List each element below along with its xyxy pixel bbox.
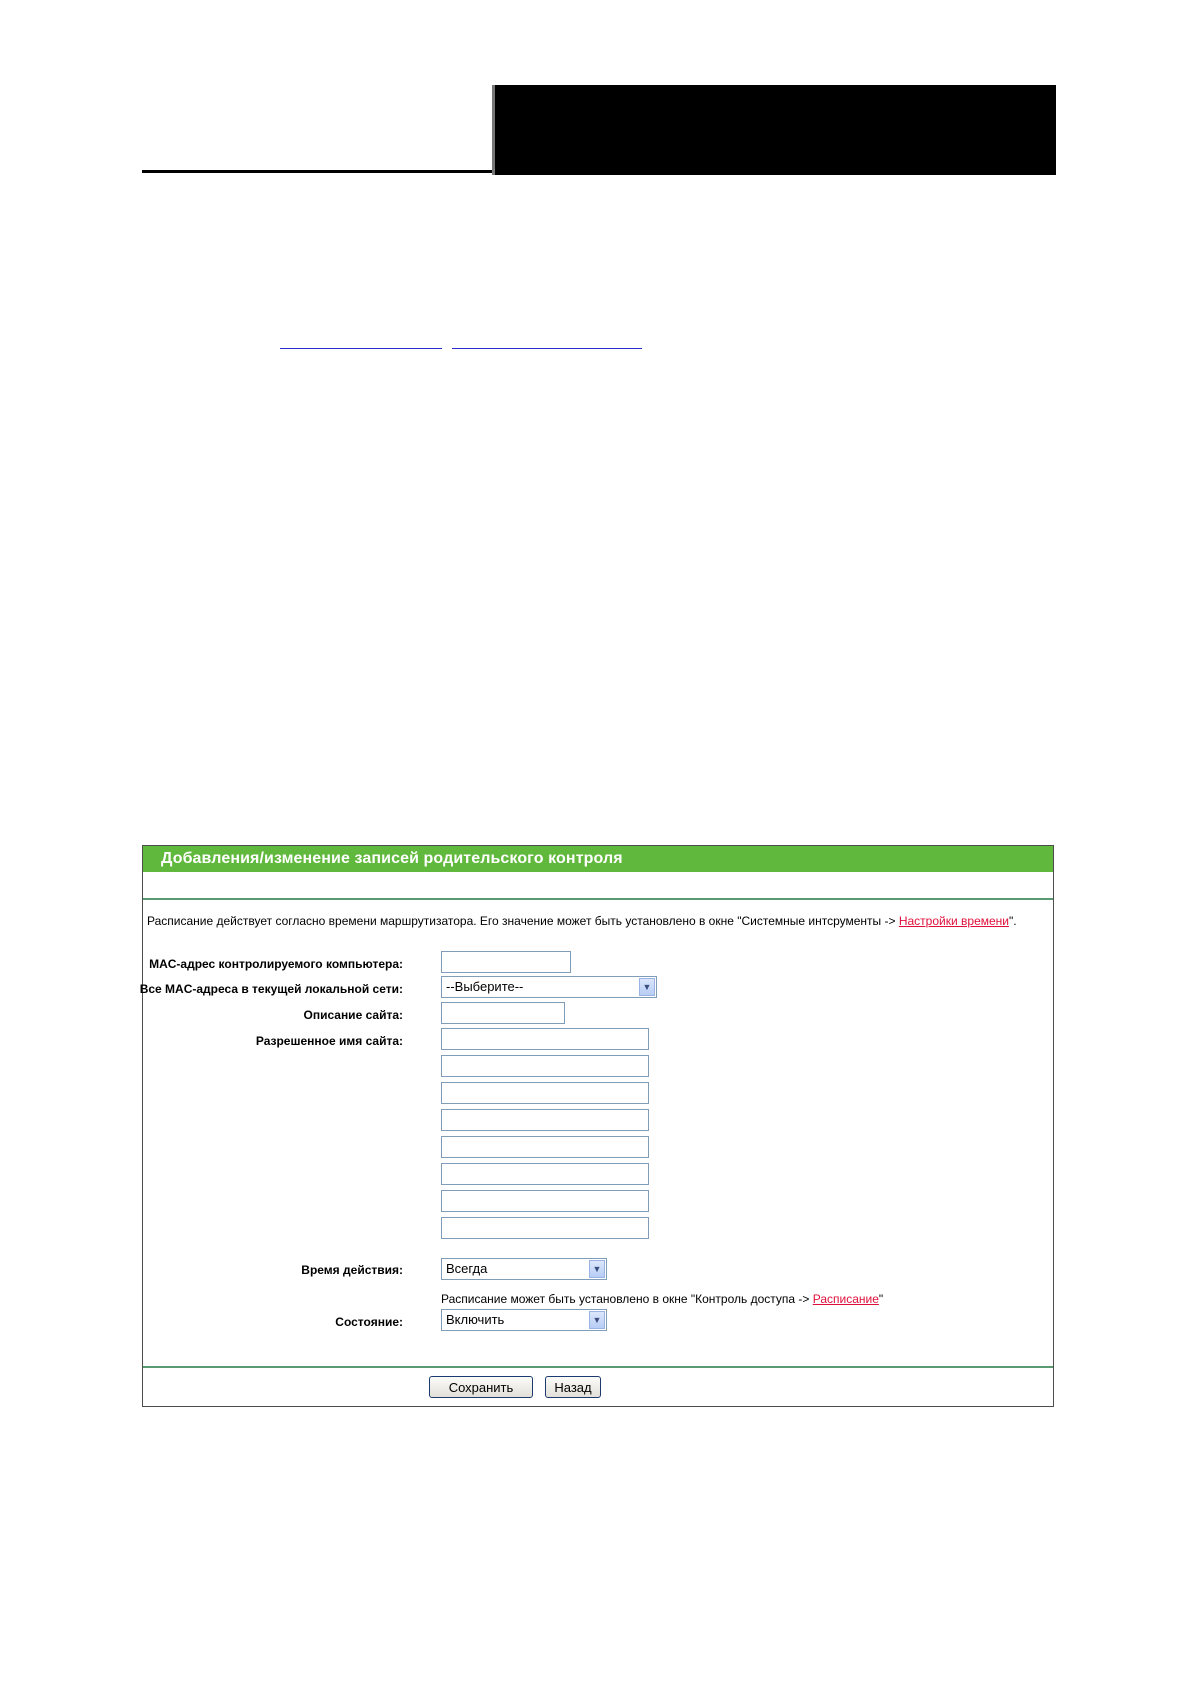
all-mac-select-value: --Выберите-- <box>446 979 524 994</box>
parental-control-panel <box>139 845 1054 1407</box>
schedule-note-text: Расписание может быть установлено в окне "Контроль доступа -> <box>441 1292 813 1306</box>
allowed-site-input-6[interactable] <box>441 1163 649 1185</box>
time-note-suffix: ". <box>1009 914 1017 928</box>
chevron-down-icon[interactable]: ▼ <box>589 1260 605 1278</box>
site-description-label: Описание сайта: <box>303 1008 403 1022</box>
all-mac-select[interactable] <box>441 976 657 998</box>
allowed-site-input-1[interactable] <box>441 1028 649 1050</box>
header-banner <box>492 85 1056 175</box>
divider-top <box>143 898 1053 900</box>
effective-time-label: Время действия: <box>301 1263 403 1277</box>
allowed-site-input-3[interactable] <box>441 1082 649 1104</box>
chevron-down-icon[interactable]: ▼ <box>589 1311 605 1329</box>
allowed-site-input-4[interactable] <box>441 1109 649 1131</box>
panel-title: Добавления/изменение записей родительского контроля <box>143 846 1053 872</box>
schedule-note <box>441 1292 883 1306</box>
time-note <box>147 914 1017 928</box>
mac-address-label: MAC-адрес контролируемого компьютера: <box>149 957 403 971</box>
allowed-site-input-8[interactable] <box>441 1217 649 1239</box>
header-rule <box>142 170 492 173</box>
schedule-link[interactable]: Расписание <box>812 1292 879 1306</box>
time-note-text: Расписание действует согласно времени маршрутизатора. Его значение может быть установлено в окне "Системные интсрументы -> <box>147 914 899 928</box>
allowed-site-label: Разрешенное имя сайта: <box>255 1034 403 1048</box>
allowed-site-input-2[interactable] <box>441 1055 649 1077</box>
state-select-value: Включить <box>446 1312 505 1327</box>
allowed-site-input-7[interactable] <box>441 1190 649 1212</box>
save-button[interactable]: Сохранить <box>429 1376 533 1398</box>
back-button[interactable]: Назад <box>545 1376 601 1398</box>
effective-time-value: Всегда <box>446 1261 488 1276</box>
all-mac-label: Все MAC-адреса в текущей локальной сети: <box>139 982 403 996</box>
link-underline-1 <box>280 348 442 349</box>
link-underline-2 <box>452 348 642 349</box>
mac-address-input[interactable] <box>441 951 571 973</box>
divider-bottom <box>143 1366 1053 1368</box>
chevron-down-icon[interactable]: ▼ <box>639 978 655 996</box>
allowed-site-input-5[interactable] <box>441 1136 649 1158</box>
state-select[interactable] <box>441 1309 607 1331</box>
state-label: Состояние: <box>335 1315 403 1329</box>
site-description-input[interactable] <box>441 1002 565 1024</box>
time-settings-link[interactable]: Настройки времени <box>898 914 1009 928</box>
schedule-note-suffix: " <box>878 1292 884 1306</box>
effective-time-select[interactable] <box>441 1258 607 1280</box>
